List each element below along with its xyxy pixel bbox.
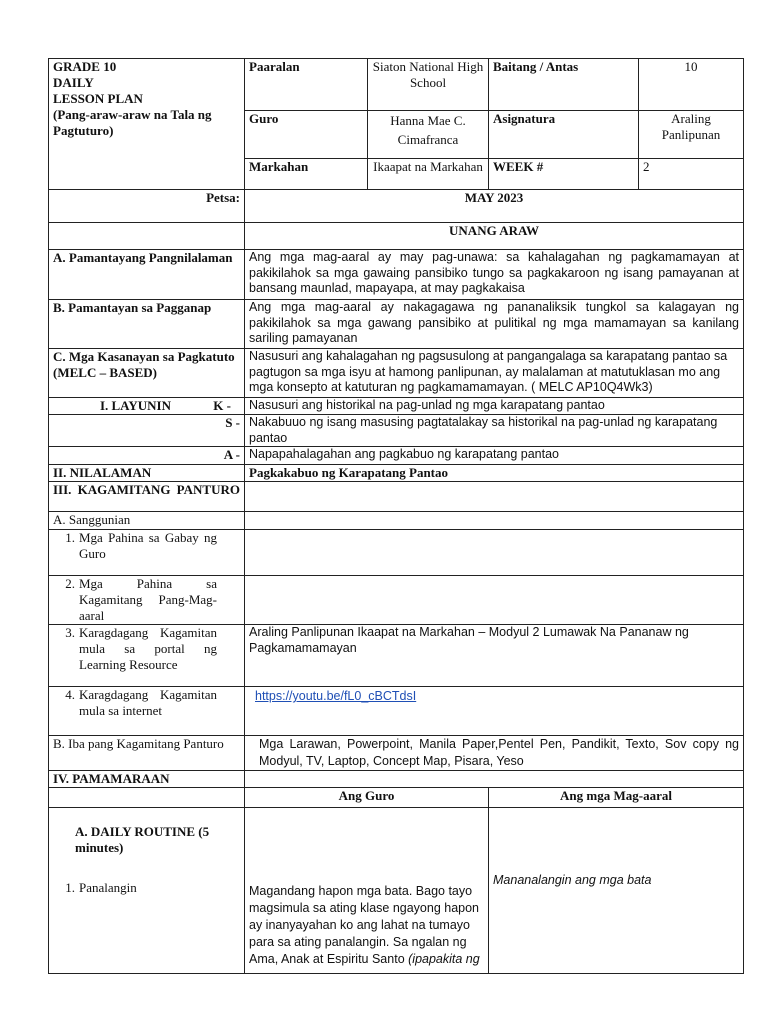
internet-link-cell [245, 687, 744, 736]
week-label: WEEK # [489, 159, 639, 190]
panalangin-row [53, 880, 240, 896]
item-3-label: Karagdagang Kagamitan mula sa portal ng Learning Resource [79, 625, 217, 672]
layunin-k-text: Nasusuri ang historikal na pag-unlad ng mga karapatang pantao [245, 398, 744, 415]
kagamitang-panturo-label: III. KAGAMITANG PANTURO [49, 482, 245, 512]
layunin-a-label: A - [49, 447, 245, 465]
title-line-1: GRADE 10 [53, 59, 117, 74]
item-4-number: 4. [65, 687, 75, 702]
sanggunian-label: A. Sanggunian [49, 512, 245, 530]
layunin-k-label: K - [213, 398, 231, 413]
item-1-value [245, 530, 744, 576]
markahan-label: Markahan [245, 159, 368, 190]
guro-value: Hanna Mae C. Cimafranca [368, 111, 489, 159]
item-1-label: Mga Pahina sa Gabay ng Guro [79, 530, 217, 561]
sanggunian-item-3 [49, 625, 245, 687]
layunin-s-text: Nakabuuo ng isang masusing pagtatalakay sa historikal na pag-unlad ng karapatang pantao [245, 415, 744, 447]
sanggunian-item-2 [49, 576, 245, 625]
sanggunian-value [245, 512, 744, 530]
nilalaman-value: Pagkakabuo ng Karapatang Pantao [245, 465, 744, 482]
week-value: 2 [639, 159, 744, 190]
daily-routine-cell [49, 808, 245, 974]
item-2-number: 2. [65, 576, 75, 591]
youtube-link[interactable]: https://youtu.be/fL0_cBCTdsI [255, 689, 417, 703]
asignatura-label: Asignatura [489, 111, 639, 159]
title-line-3: LESSON PLAN [53, 91, 143, 106]
pamantayang-pangnilalaman-text: Ang mga mag-aaral ay may pag-unawa: sa kahalagahan ng pagkamamayan at pakikilahok sa mga gawaing pansibiko tungo sa pagkakaroon ng isang pamayanan at bansang maunlad, mapayapa, at may pagkakaisa [245, 250, 744, 300]
layunin-a-text: Napapahalagahan ang pagkabuo ng karapatang pantao [245, 447, 744, 465]
baitang-label: Baitang / Antas [489, 59, 639, 111]
petsa-value: MAY 2023 [245, 190, 744, 223]
magaaral-procedure-text: Mananalangin ang mga bata [493, 873, 652, 887]
panalangin-number: 1. [65, 880, 75, 895]
paaralan-value: Siaton National High School [368, 59, 489, 111]
pamamaraan-label: IV. PAMAMARAAN [49, 771, 245, 788]
layunin-label: I. LAYUNIN [99, 398, 171, 413]
iba-pang-kagamitan-label: B. Iba pang Kagamitang Panturo [49, 736, 245, 771]
plan-title-cell [49, 59, 245, 190]
pamamaraan-value [245, 771, 744, 788]
kagamitang-panturo-value [245, 482, 744, 512]
item-1-number: 1. [65, 530, 75, 545]
item-4-label: Karagdagang Kagamitan mula sa internet [79, 687, 217, 718]
title-line-2: DAILY [53, 75, 94, 90]
title-subtitle: (Pang-araw-araw na Tala ng Pagtuturo) [53, 107, 212, 138]
sanggunian-item-1 [49, 530, 245, 576]
nilalaman-label: II. NILALAMAN [49, 465, 245, 482]
panalangin-label: Panalangin [79, 880, 137, 895]
item-3-number: 3. [65, 625, 75, 640]
item-2-label: Mga Pahina sa Kagamitang Pang-Mag-aaral [79, 576, 217, 623]
pamamaraan-header-spacer [49, 788, 245, 808]
guro-procedure-cell [245, 808, 489, 974]
layunin-s-label: S - [49, 415, 245, 447]
sanggunian-item-4 [49, 687, 245, 736]
guro-label: Guro [245, 111, 368, 159]
guro-procedure-italic: (ipapakita ng [408, 952, 480, 966]
daily-routine-label: A. DAILY ROUTINE (5 minutes) [75, 824, 210, 855]
asignatura-value: Araling Panlipunan [639, 111, 744, 159]
guro-procedure-text: Magandang hapon mga bata. Bago tayo magsimula sa ating klase ngayong hapon ay inanyayahan ko ang lahat na tumayo para sa ating panalangin. Sa ngalan ng Ama, Anak at Espiritu Santo [249, 884, 480, 966]
kasanayan-text: Nasusuri ang kahalagahan ng pagsusulong at pangangalaga sa karapatang pantao sa pagtugon sa mga isyu at hamong panlipunan, ay malalaman at matutuklasan mo ang mga konsepto at katuturan ng pagkamamamayan. ( MELC AP10Q4Wk3) [245, 349, 744, 398]
paaralan-label: Paaralan [245, 59, 368, 111]
pamantayan-sa-pagganap-label: B. Pamantayan sa Pagganap [49, 300, 245, 349]
lesson-plan-table [48, 58, 744, 974]
lesson-plan-page [48, 58, 743, 974]
ang-guro-header: Ang Guro [245, 788, 489, 808]
unang-araw-heading: UNANG ARAW [245, 223, 744, 250]
markahan-value: Ikaapat na Markahan [368, 159, 489, 190]
pamantayang-pangnilalaman-label: A. Pamantayang Pangnilalaman [49, 250, 245, 300]
pamantayan-sa-pagganap-text: Ang mga mag-aaral ay nakagagawa ng pananaliksik tungkol sa kalagayan ng pakikilahok sa mga gawang pansibiko at pulitikal ng mga mamamayan sa kanilang sariling pamayanan [245, 300, 744, 349]
unang-araw-spacer [49, 223, 245, 250]
item-3-value: Araling Panlipunan Ikaapat na Markahan – Modyul 2 Lumawak Na Pananaw ng Pagkamamamayan [245, 625, 744, 687]
petsa-label: Petsa: [49, 190, 245, 223]
item-2-value [245, 576, 744, 625]
baitang-value: 10 [639, 59, 744, 111]
magaaral-procedure-cell [489, 808, 744, 974]
ang-mga-mag-aaral-header: Ang mga Mag-aaral [489, 788, 744, 808]
layunin-k-label-cell [49, 398, 245, 415]
iba-pang-kagamitan-value: Mga Larawan, Powerpoint, Manila Paper,Pentel Pen, Pandikit, Texto, Sov copy ng Modyul, TV, Laptop, Concept Map, Pisara, Yeso [245, 736, 744, 771]
kasanayan-label: C. Mga Kasanayan sa Pagkatuto (MELC – BASED) [49, 349, 245, 398]
